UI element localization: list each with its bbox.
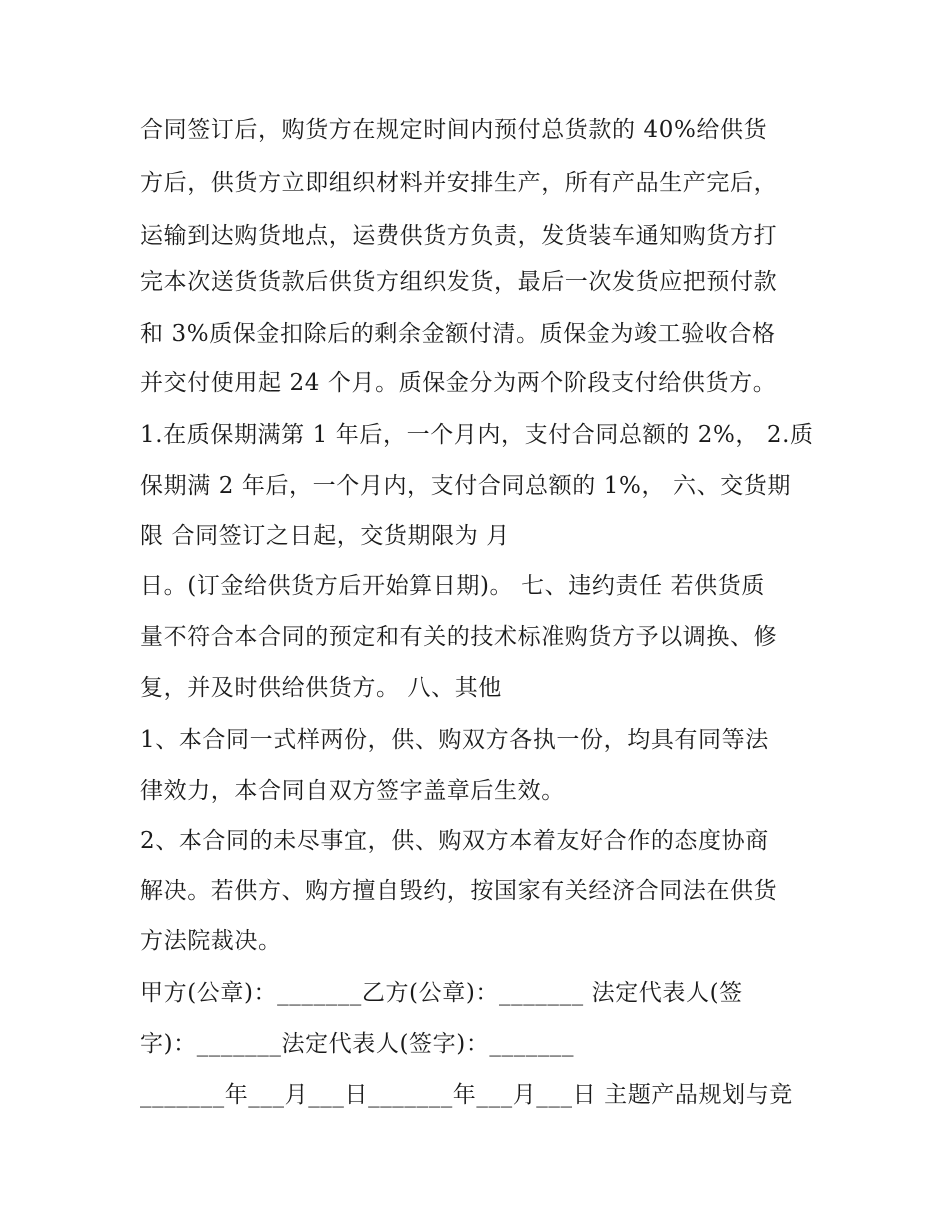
body-text-line-17: 方法院裁决。 <box>140 928 282 954</box>
body-text-line-14: 律效力，本合同自双方签字盖章后生效。 <box>140 778 565 804</box>
signature-line-2: 字)：_______法定代表人(签字)：_______ <box>140 1031 575 1057</box>
date-line: _______年___月___日_______年___月___日 主题产品规划与竞 <box>140 1082 793 1108</box>
body-text-line-11: 量不符合本合同的预定和有关的技术标准购货方予以调换、修 <box>140 624 778 650</box>
body-text-line-1: 合同签订后，购货方在规定时间内预付总货款的 40%给供货 <box>140 117 768 143</box>
body-text-line-13: 1、本合同一式样两份，供、购双方各执一份，均具有同等法 <box>140 727 769 753</box>
body-text-line-7: 1.在质保期满第 1 年后，一个月内，支付合同总额的 2%， 2.质 <box>140 422 814 448</box>
body-text-line-6: 并交付使用起 24 个月。质保金分为两个阶段支付给供货方。 <box>140 370 777 396</box>
signature-line-1: 甲方(公章)：_______乙方(公章)：_______ 法定代表人(签 <box>140 980 743 1006</box>
body-text-line-10: 日。(订金给供货方后开始算日期)。 七、违约责任 若供货质 <box>140 573 765 599</box>
body-text-line-15: 2、本合同的未尽事宜，供、购双方本着友好合作的态度协商 <box>140 828 769 854</box>
body-text-line-5: 和 3%质保金扣除后的剩余金额付清。质保金为竣工验收合格 <box>140 321 776 347</box>
body-text-line-3: 运输到达购货地点，运费供货方负责，发货装车通知购货方打 <box>140 223 778 249</box>
body-text-line-9: 限 合同签订之日起，交货期限为 月 <box>140 523 510 549</box>
body-text-line-8: 保期满 2 年后，一个月内，支付合同总额的 1%， 六、交货期 <box>140 473 791 499</box>
body-text-line-4: 完本次送货货款后供货方组织发货，最后一次发货应把预付款 <box>140 269 778 295</box>
body-text-line-12: 复，并及时供给供货方。 八、其他 <box>140 675 502 701</box>
body-text-line-2: 方后，供货方立即组织材料并安排生产，所有产品生产完后， <box>140 170 778 196</box>
body-text-line-16: 解决。若供方、购方擅自毁约，按国家有关经济合同法在供货 <box>140 878 778 904</box>
